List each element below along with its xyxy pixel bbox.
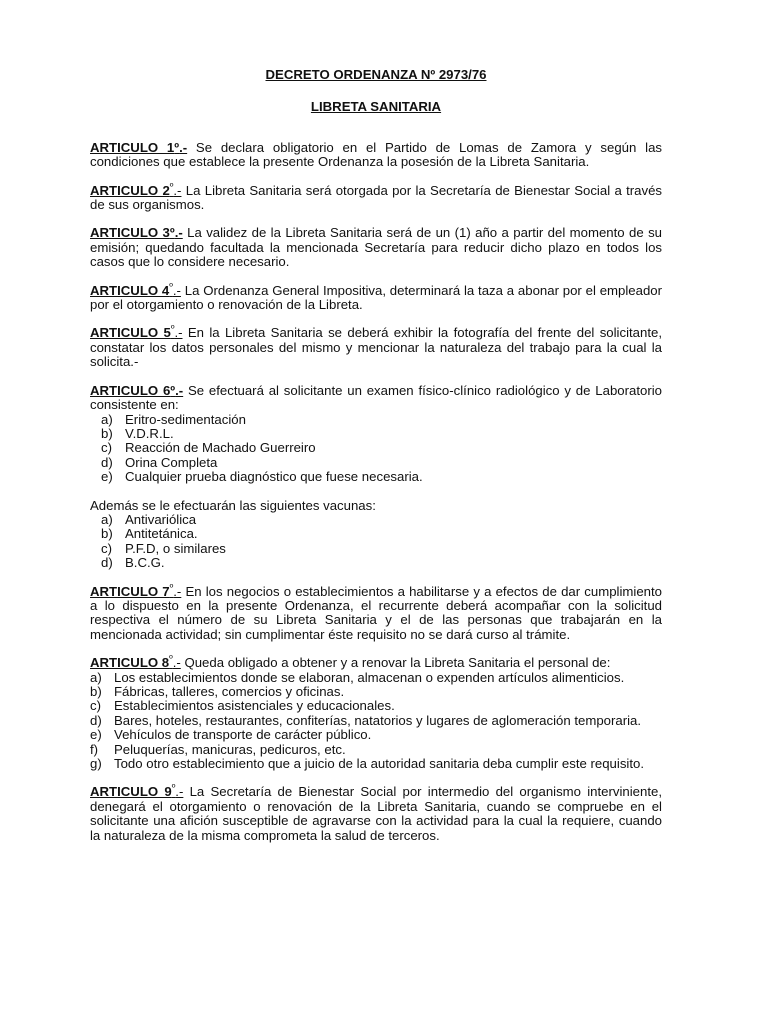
list-item: e) Vehículos de transporte de carácter público. (90, 727, 372, 743)
article-2-label: ARTICULO $2^º.-$ (90, 181, 182, 198)
article-3-text: La validez de la Libreta Sanitaria será de un (1) año a partir del momento de su emisión; quedando facultada la mencionada Secretaría para reducir dicho plazo en todos los casos que lo considere necesario. (90, 225, 663, 270)
article-3 (90, 226, 662, 269)
article-6 (90, 384, 662, 413)
list-item: a) Antivariólica (101, 511, 197, 527)
spacer (90, 485, 662, 499)
article-5-text: En la Libreta Sanitaria se deberá exhibir la fotografía del frente del solicitante, constatar los datos personales del mismo y mencionar la naturaleza del trabajo para la cual la solicita.- (90, 325, 662, 370)
article-8-label: ARTICULO $8^º.-$ (90, 653, 181, 671)
article-2 (90, 181, 663, 213)
article-1 (90, 141, 662, 170)
spacer (90, 170, 662, 184)
article-1-label: ARTICULO 1º.- (90, 139, 188, 155)
list-item: a) Eritro-sedimentación (101, 411, 246, 427)
vaccines-list (90, 513, 662, 571)
article-1-text: Se declara obligatorio en el Partido de Lomas de Zamora y según las condiciones que establece la presente Ordenanza la posesión de la Libreta Sanitaria. (90, 139, 662, 170)
article-7-text: En los negocios o establecimientos a habilitarse y a efectos de dar cumplimiento a lo dispuesto en la presente Ordenanza, el recurrente deberá acompañar con la solicitud respectiva el número de su Libreta Sanitaria y el de las personas que trabajarán en la mencionada actividad; sin cumplimentar éste requisito no se dará curso al trámite. (90, 583, 662, 642)
list-item: d) Orina Completa (101, 454, 218, 470)
list-item: b) Antitetánica. (101, 526, 198, 542)
article-5-label: ARTICULO $5^º.-$ (90, 324, 183, 341)
article-6-text: Se efectuará al solicitante un examen físico-clínico radiológico y de Laboratorio consistente en: (90, 382, 663, 413)
list-item: c) P.F.D, o similares (101, 540, 226, 556)
list-item: f) Peluquerías, manicuras, pedicuros, etc. (90, 741, 346, 757)
list-item: g) Todo otro establecimiento que a juicio de la autoridad sanitaria deba cumplir este requisito. (90, 756, 645, 772)
list-item: d) B.C.G. (101, 555, 165, 571)
spacer (90, 212, 662, 226)
list-item: c) Establecimientos asistenciales y educacionales. (90, 698, 395, 714)
list-item: d) Bares, hoteles, restaurantes, confiterías, natatorios y lugares de aglomeración temporaria. (90, 712, 642, 728)
article-6-list (90, 413, 662, 485)
document-page (90, 66, 662, 843)
list-item: e) Cualquier prueba diagnóstico que fuese necesaria. (101, 469, 423, 485)
list-item: c) Reacción de Machado Guerreiro (101, 440, 316, 456)
document-subtitle: LIBRETA SANITARIA (310, 99, 442, 115)
article-7-label: ARTICULO $7^º.-$ (90, 582, 182, 599)
article-7 (90, 582, 662, 643)
article-8-text: Queda obligado a obtener y a renovar la Libreta Sanitaria el personal de: (180, 655, 611, 671)
article-9-text: La Secretaría de Bienestar Social por intermedio del organismo interviniente, denegará el otorgamiento o renovación de la Libreta Sanitaria, cuando se compruebe en el solicitante una afición susceptible de agravarse con la actividad para la cual la requiere, cuando la naturaleza de la misma comprometa la salud de terceros. (90, 784, 662, 843)
article-9-label: ARTICULO $9^º.-$ (90, 783, 184, 800)
article-2-text: La Libreta Sanitaria será otorgada por la Secretaría de Bienestar Social a través de sus organismos. (90, 182, 663, 213)
spacer (90, 370, 662, 384)
article-4 (90, 281, 663, 313)
list-item: a) Los establecimientos donde se elaboran, almacenan o expenden artículos alimenticios. (90, 669, 625, 685)
article-4-text: La Ordenanza General Impositiva, determinará la taza a abonar por el empleador por el otorgamiento o renovación de la Libreta. (90, 282, 663, 313)
article-8-list (90, 671, 662, 772)
spacer (90, 115, 662, 141)
article-5 (90, 326, 662, 369)
vaccines-intro: Además se le efectuarán las siguientes vacunas: (90, 497, 376, 513)
list-item: b) Fábricas, talleres, comercios y oficinas. (90, 684, 345, 699)
spacer (90, 270, 662, 284)
article-4-label: ARTICULO $4^º.-$ (90, 281, 181, 298)
article-3-label: ARTICULO 3º.- (90, 225, 183, 241)
spacer (90, 571, 662, 585)
article-8 (90, 653, 662, 671)
list-item: b) V.D.R.L. (101, 425, 174, 441)
article-9 (90, 785, 662, 843)
document-title: DECRETO ORDENANZA Nº 2973/76 (265, 67, 487, 82)
article-6-label: ARTICULO 6º.- (90, 382, 184, 398)
